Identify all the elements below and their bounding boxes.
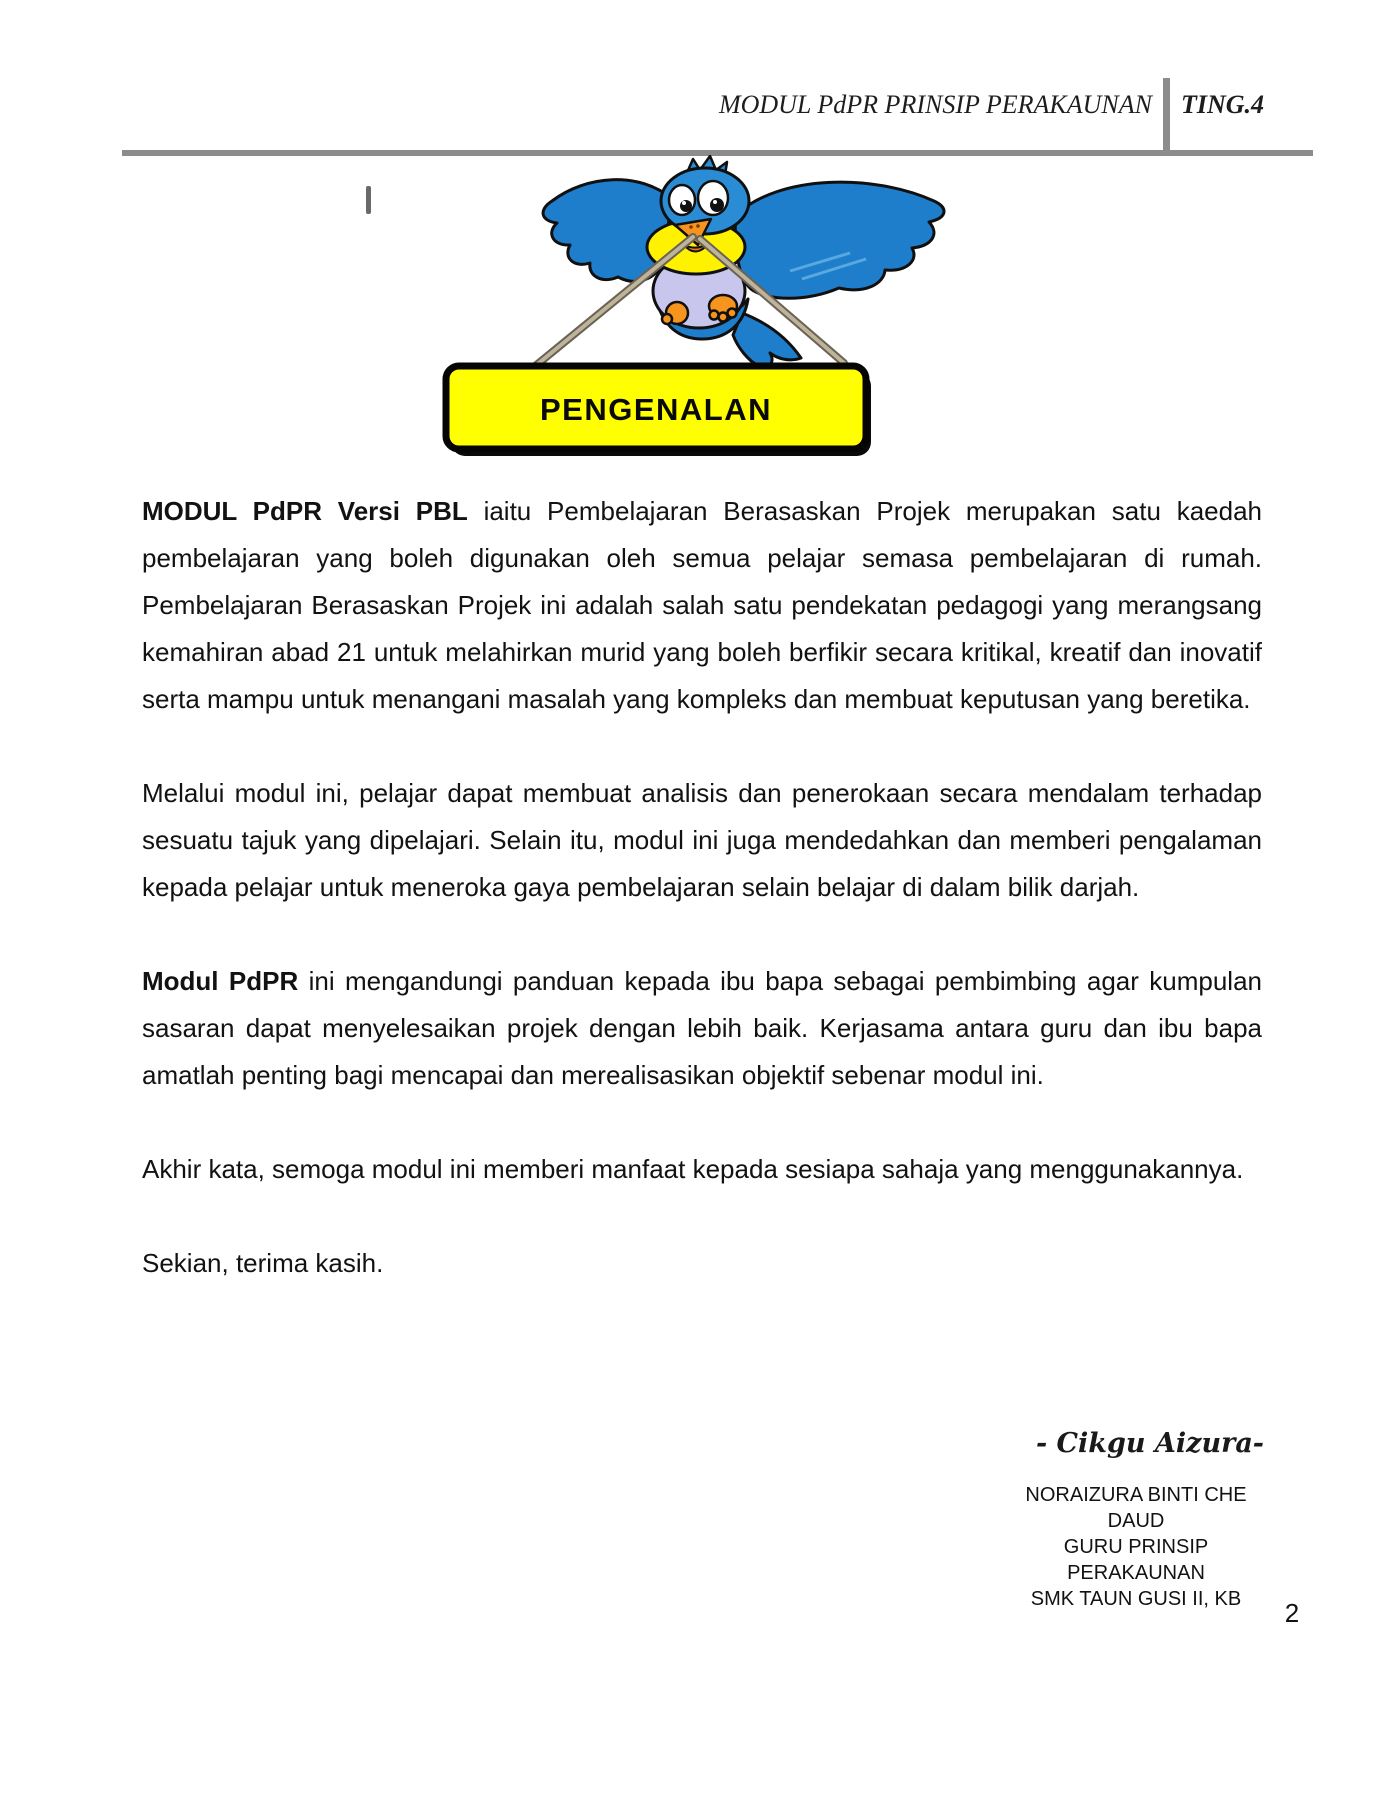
paragraph-4-text: Akhir kata, semoga modul ini memberi manfaat kepada sesiapa sahaja yang menggunakannya. xyxy=(142,1154,1244,1184)
signature-script: - Cikgu Aizura- xyxy=(1035,1428,1265,1459)
bird-right-wing-icon xyxy=(735,182,944,298)
paragraph-3 xyxy=(142,958,1262,1099)
page-number: 2 xyxy=(1284,1598,1300,1628)
paragraph-4 xyxy=(142,1146,1262,1193)
header-title: MODUL PdPR PRINSIP PERAKAUNAN xyxy=(718,90,1152,119)
image-artifact xyxy=(366,186,371,214)
paragraph-3-text: ini mengandungi panduan kepada ibu bapa sebagai pembimbing agar kumpulan sasaran dapat menyelesaikan projek dengan lebih baik. Kerjasama antara guru dan ibu bapa amatlah penting bagi mencapai dan merealisasikan objektif sebenar modul ini. xyxy=(142,966,1262,1090)
pengenalan-signboard xyxy=(446,366,871,456)
document-body xyxy=(142,488,1262,1334)
paragraph-1-lead: MODUL PdPR Versi PBL xyxy=(142,496,468,526)
signature-role: GURU PRINSIP PERAKAUNAN xyxy=(1063,1536,1209,1584)
header-level-badge: TING.4 xyxy=(1181,90,1265,119)
header-divider xyxy=(1163,78,1170,156)
paragraph-5-text: Sekian, terima kasih. xyxy=(142,1248,384,1278)
bird-sign-illustration xyxy=(430,155,960,460)
paragraph-5 xyxy=(142,1240,1262,1287)
signature-block xyxy=(1000,1482,1272,1612)
pengenalan-sign-label: PENGENALAN xyxy=(539,392,773,427)
paragraph-2 xyxy=(142,770,1262,911)
paragraph-2-text: Melalui modul ini, pelajar dapat membuat analisis dan penerokaan secara mendalam terhadap sesuatu tajuk yang dipelajari. Selain itu, modul ini juga mendedahkan dan memberi pengalaman kepada pelajar untuk meneroka gaya pembelajaran selain belajar di dalam bilik darjah. xyxy=(142,778,1262,902)
paragraph-1-text: iaitu Pembelajaran Berasaskan Projek merupakan satu kaedah pembelajaran yang boleh digunakan oleh semua pelajar semasa pembelajaran di rumah. Pembelajaran Berasaskan Projek ini adalah salah satu pendekatan pedagogi yang merangsang kemahiran abad 21 untuk melahirkan murid yang boleh berfikir secara kritikal, kreatif dan inovatif serta mampu untuk menangani masalah yang kompleks dan membuat keputusan yang beretika. xyxy=(142,496,1262,714)
signature-school: SMK TAUN GUSI II, KB xyxy=(1030,1588,1242,1610)
signature-name: NORAIZURA BINTI CHE DAUD xyxy=(1025,1484,1247,1532)
paragraph-3-lead: Modul PdPR xyxy=(142,966,299,996)
paragraph-1 xyxy=(142,488,1262,723)
